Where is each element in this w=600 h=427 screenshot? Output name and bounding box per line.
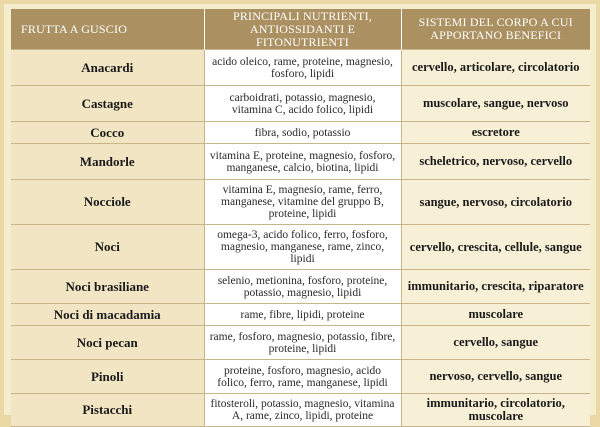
table-row [11,394,590,427]
systems-cell: cervello, sangue [401,326,590,360]
table-row [11,122,590,144]
nut-name: Noci brasiliane [11,270,204,304]
table-row [11,270,590,304]
nutrients-cell: rame, fosforo, magnesio, potassio, fibre, proteine, lipidi [204,326,401,360]
nutrients-cell: proteine, fosforo, magnesio, acido folico, ferro, rame, manganese, lipidi [204,360,401,394]
nut-name: Noci pecan [11,326,204,360]
systems-cell: immunitario, crescita, riparatore [401,270,590,304]
table-header-row [11,9,590,50]
nutrients-cell: selenio, metionina, fosforo, proteine, potassio, magnesio, lipidi [204,270,401,304]
nutrients-cell: vitamina E, magnesio, rame, ferro, manganese, vitamine del gruppo B, proteine, lipidi [204,180,401,225]
nutrients-cell: rame, fibre, lipidi, proteine [204,304,401,326]
nut-name: Castagne [11,86,204,122]
systems-cell: cervello, articolare, circolatorio [401,50,590,86]
systems-cell: muscolare [401,304,590,326]
systems-cell: cervello, crescita, cellule, sangue [401,225,590,270]
table-row [11,225,590,270]
nutrients-cell: vitamina E, proteine, magnesio, fosforo, manganese, calcio, biotina, lipidi [204,144,401,180]
table-row [11,50,590,86]
systems-cell: scheletrico, nervoso, cervello [401,144,590,180]
systems-cell: sangue, nervoso, circolatorio [401,180,590,225]
nutrients-cell: fibra, sodio, potassio [204,122,401,144]
nut-name: Cocco [11,122,204,144]
nut-name: Pinoli [11,360,204,394]
table-row [11,360,590,394]
table-row [11,326,590,360]
nut-name: Nocciole [11,180,204,225]
nutrients-cell: acido oleico, rame, proteine, magnesio, fosforo, lipidi [204,50,401,86]
table-row [11,144,590,180]
nut-name: Pistacchi [11,394,204,427]
nut-name: Noci di macadamia [11,304,204,326]
table-row [11,304,590,326]
table-row [11,180,590,225]
nut-name: Mandorle [11,144,204,180]
nutrients-cell: fitosteroli, potassio, magnesio, vitamina A, rame, zinco, lipidi, proteine [204,394,401,427]
nutrients-cell: omega-3, acido folico, ferro, fosforo, magnesio, manganese, rame, zinco, lipidi [204,225,401,270]
nutrients-cell: carboidrati, potassio, magnesio, vitamina C, acido folico, lipidi [204,86,401,122]
nut-name: Anacardi [11,50,204,86]
header-frutta-a-guscio: FRUTTA A GUSCIO [11,9,204,50]
table-frame [4,4,596,423]
nut-name: Noci [11,225,204,270]
nuts-table [11,9,590,427]
systems-cell: immunitario, circolatorio, muscolare [401,394,590,427]
table-row [11,86,590,122]
header-principali-nutrienti: PRINCIPALI NUTRIENTI, ANTIOSSIDANTI E FITONUTRIENTI [204,9,401,50]
systems-cell: muscolare, sangue, nervoso [401,86,590,122]
systems-cell: escretore [401,122,590,144]
systems-cell: nervoso, cervello, sangue [401,360,590,394]
header-sistemi-del-corpo: SISTEMI DEL CORPO A CUI APPORTANO BENEFICI [401,9,590,50]
